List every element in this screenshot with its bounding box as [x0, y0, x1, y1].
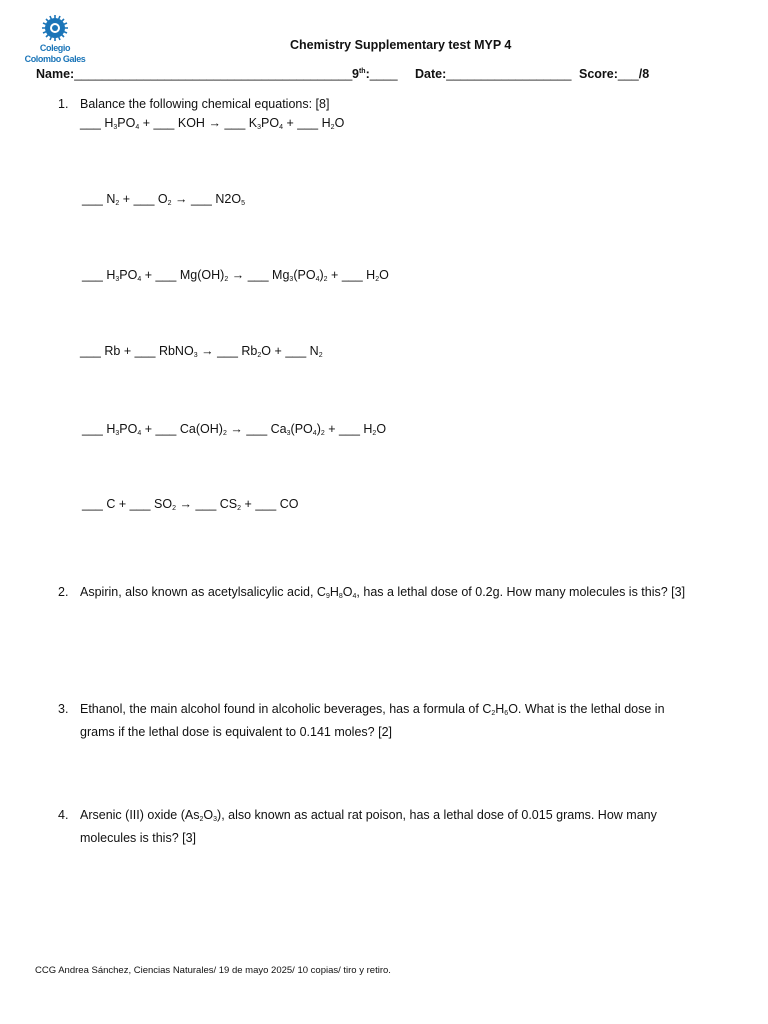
- subscript: 2: [115, 200, 120, 207]
- blank[interactable]: ___: [129, 497, 151, 511]
- subscript: 2: [330, 124, 335, 131]
- subscript: 2: [323, 276, 328, 283]
- blank[interactable]: ___: [247, 268, 269, 282]
- date-blank[interactable]: __________________: [446, 67, 572, 81]
- reaction-arrow: →: [230, 422, 243, 436]
- formula-part: H: [321, 116, 331, 130]
- score-label: Score:: [579, 67, 618, 81]
- formula-part: Mg(OH): [179, 268, 225, 282]
- subscript: 2: [372, 430, 377, 437]
- blank[interactable]: ___: [224, 116, 246, 130]
- subscript: 2: [199, 816, 204, 823]
- reaction-arrow: →: [208, 116, 221, 130]
- school-logo: [24, 14, 86, 66]
- footer-note: CCG Andrea Sánchez, Ciencias Naturales/ 19 de mayo 2025/ 10 copias/ tiro y retiro.: [35, 965, 391, 976]
- formula-part: ): [319, 268, 324, 282]
- formula-part: H: [363, 422, 373, 436]
- blank[interactable]: ___: [191, 192, 212, 206]
- plus-sign: +: [118, 497, 127, 511]
- formula-part: Mg: [272, 268, 290, 282]
- blank[interactable]: ___: [80, 116, 101, 130]
- logo-line-2: Colombo Gales: [24, 54, 86, 64]
- text: H: [495, 702, 505, 716]
- blank[interactable]: ___: [341, 268, 363, 282]
- equation-2: [82, 192, 245, 207]
- subscript: 6: [504, 710, 509, 717]
- subscript: 4: [315, 276, 320, 283]
- blank[interactable]: ___: [155, 268, 177, 282]
- text: O: [342, 585, 353, 599]
- formula-part: Ca: [270, 422, 287, 436]
- formula-part: N: [309, 344, 319, 358]
- name-blank[interactable]: ________________________________________: [74, 67, 353, 81]
- subscript: 2: [318, 352, 323, 359]
- formula-part: H: [104, 116, 114, 130]
- subscript: 3: [286, 430, 291, 437]
- formula-part: CS: [219, 497, 238, 511]
- formula-part: CO: [279, 497, 299, 511]
- plus-sign: +: [328, 422, 336, 436]
- school-crest-icon: [24, 14, 86, 44]
- question-2-number: 2.: [58, 585, 69, 599]
- subscript: 2: [257, 352, 262, 359]
- subscript: 2: [375, 276, 380, 283]
- question-3-number: 3.: [58, 702, 69, 716]
- plus-sign: +: [123, 344, 132, 358]
- blank[interactable]: ___: [82, 422, 103, 436]
- subscript: 3: [115, 276, 120, 283]
- blank[interactable]: ___: [195, 497, 217, 511]
- text: H: [329, 585, 339, 599]
- text: , has a lethal dose of 0.2g. How many molecules is this? [3]: [356, 585, 686, 599]
- subscript: 4: [135, 124, 140, 131]
- equation-4: [80, 344, 323, 359]
- formula-part: PO: [117, 116, 136, 130]
- subscript: 2: [167, 200, 172, 207]
- formula-part: H: [366, 268, 376, 282]
- equation-3: [82, 268, 389, 283]
- formula-part: O: [261, 344, 272, 358]
- formula-part: PO: [119, 422, 138, 436]
- text: ), also known as actual rat poison, has a lethal dose of 0.015 grams. How many: [217, 808, 657, 822]
- question-4-number: 4.: [58, 808, 69, 822]
- text: Ethanol, the main alcohol found in alcoholic beverages, has a formula of C: [80, 702, 492, 716]
- question-4-text: [80, 806, 740, 848]
- question-3-line-2: grams if the lethal dose is equivalent to 0.141 moles? [2]: [80, 725, 392, 739]
- formula-part: KOH: [177, 116, 205, 130]
- plus-sign: +: [286, 116, 294, 130]
- text: Aspirin, also known as acetylsalicylic acid, C: [80, 585, 326, 599]
- plus-sign: +: [244, 497, 252, 511]
- subscript: 5: [241, 200, 245, 207]
- blank[interactable]: ___: [339, 422, 360, 436]
- subscript: 4: [279, 124, 283, 131]
- reaction-arrow: →: [231, 268, 245, 282]
- formula-part: PO: [119, 268, 138, 282]
- subscript: 3: [289, 276, 294, 283]
- subscript: 3: [113, 124, 118, 131]
- question-2-text: [80, 583, 750, 606]
- formula-part: N: [106, 192, 116, 206]
- blank[interactable]: ___: [246, 422, 268, 436]
- formula-part: H: [106, 422, 116, 436]
- blank[interactable]: ___: [80, 344, 101, 358]
- blank[interactable]: ___: [82, 192, 103, 206]
- formula-part: O: [334, 116, 345, 130]
- plus-sign: +: [331, 268, 339, 282]
- subscript: 4: [352, 593, 357, 600]
- subscript: 3: [193, 352, 198, 359]
- date-label: Date:: [415, 67, 447, 81]
- blank[interactable]: ___: [255, 497, 277, 511]
- blank[interactable]: ___: [155, 422, 177, 436]
- formula-part: O: [379, 268, 389, 282]
- plus-sign: +: [144, 268, 153, 282]
- formula-part: O: [376, 422, 387, 436]
- blank[interactable]: ___: [82, 497, 103, 511]
- logo-line-1: Colegio: [39, 43, 71, 53]
- text: O. What is the lethal dose in: [508, 702, 665, 716]
- name-label: Name:: [36, 67, 75, 81]
- subscript: 2: [172, 505, 176, 512]
- formula-part: (PO: [293, 268, 316, 282]
- equation-1: [80, 116, 344, 131]
- plus-sign: +: [144, 422, 153, 436]
- grade-blank[interactable]: ____: [369, 67, 398, 81]
- blank[interactable]: ___: [217, 344, 238, 358]
- formula-part: ): [316, 422, 321, 436]
- blank[interactable]: ___: [285, 344, 307, 358]
- question-3-text: [80, 700, 740, 742]
- plus-sign: +: [274, 344, 282, 358]
- formula-part: H: [106, 268, 116, 282]
- blank[interactable]: ___: [297, 116, 319, 130]
- score-total: /8: [638, 67, 650, 81]
- question-1-text: Balance the following chemical equations: [8]: [80, 97, 330, 111]
- grade-field: [352, 67, 398, 81]
- subscript: 2: [237, 505, 242, 512]
- subscript: 3: [213, 816, 218, 823]
- formula-part: O: [157, 192, 168, 206]
- subscript: 4: [137, 276, 142, 283]
- date-field: [415, 67, 571, 81]
- subscript: 9: [325, 593, 330, 600]
- subscript: 3: [257, 124, 262, 131]
- subscript: 4: [312, 430, 317, 437]
- reaction-arrow: →: [175, 192, 188, 206]
- equation-5: [82, 422, 386, 437]
- subscript: 2: [320, 430, 325, 437]
- text: O: [203, 808, 214, 822]
- grade-label-sup: th: [358, 68, 366, 75]
- reaction-arrow: →: [179, 497, 192, 511]
- question-4-line-2: molecules is this? [3]: [80, 831, 197, 845]
- page-title: Chemistry Supplementary test MYP 4: [290, 38, 512, 52]
- subscript: 3: [115, 430, 120, 437]
- formula-part: Rb: [241, 344, 258, 358]
- grade-label: 9: [352, 67, 359, 81]
- grade-label-colon: :: [365, 67, 370, 81]
- blank[interactable]: ___: [133, 192, 155, 206]
- formula-part: K: [248, 116, 258, 130]
- formula-part: N2O: [215, 192, 242, 206]
- subscript: 4: [137, 430, 142, 437]
- plus-sign: +: [122, 192, 131, 206]
- score-blank[interactable]: ___: [617, 67, 639, 81]
- score-field: [579, 67, 649, 81]
- blank[interactable]: ___: [153, 116, 175, 130]
- equation-6: [82, 497, 298, 512]
- plus-sign: +: [142, 116, 151, 130]
- formula-part: Rb: [104, 344, 121, 358]
- subscript: 2: [491, 710, 496, 717]
- formula-part: RbNO: [158, 344, 194, 358]
- question-4-line-1: [80, 806, 740, 829]
- question-1-number: 1.: [58, 97, 69, 111]
- subscript: 2: [222, 430, 227, 437]
- question-3-line-1: [80, 700, 740, 723]
- formula-part: Ca(OH): [179, 422, 223, 436]
- blank[interactable]: ___: [82, 268, 103, 282]
- subscript: 8: [338, 593, 343, 600]
- header-fields: [36, 67, 352, 81]
- formula-part: PO: [261, 116, 280, 130]
- text: Arsenic (III) oxide (As: [80, 808, 200, 822]
- formula-part: SO: [154, 497, 173, 511]
- reaction-arrow: →: [201, 344, 214, 358]
- subscript: 2: [224, 276, 229, 283]
- blank[interactable]: ___: [134, 344, 156, 358]
- formula-part: C: [106, 497, 116, 511]
- formula-part: (PO: [290, 422, 313, 436]
